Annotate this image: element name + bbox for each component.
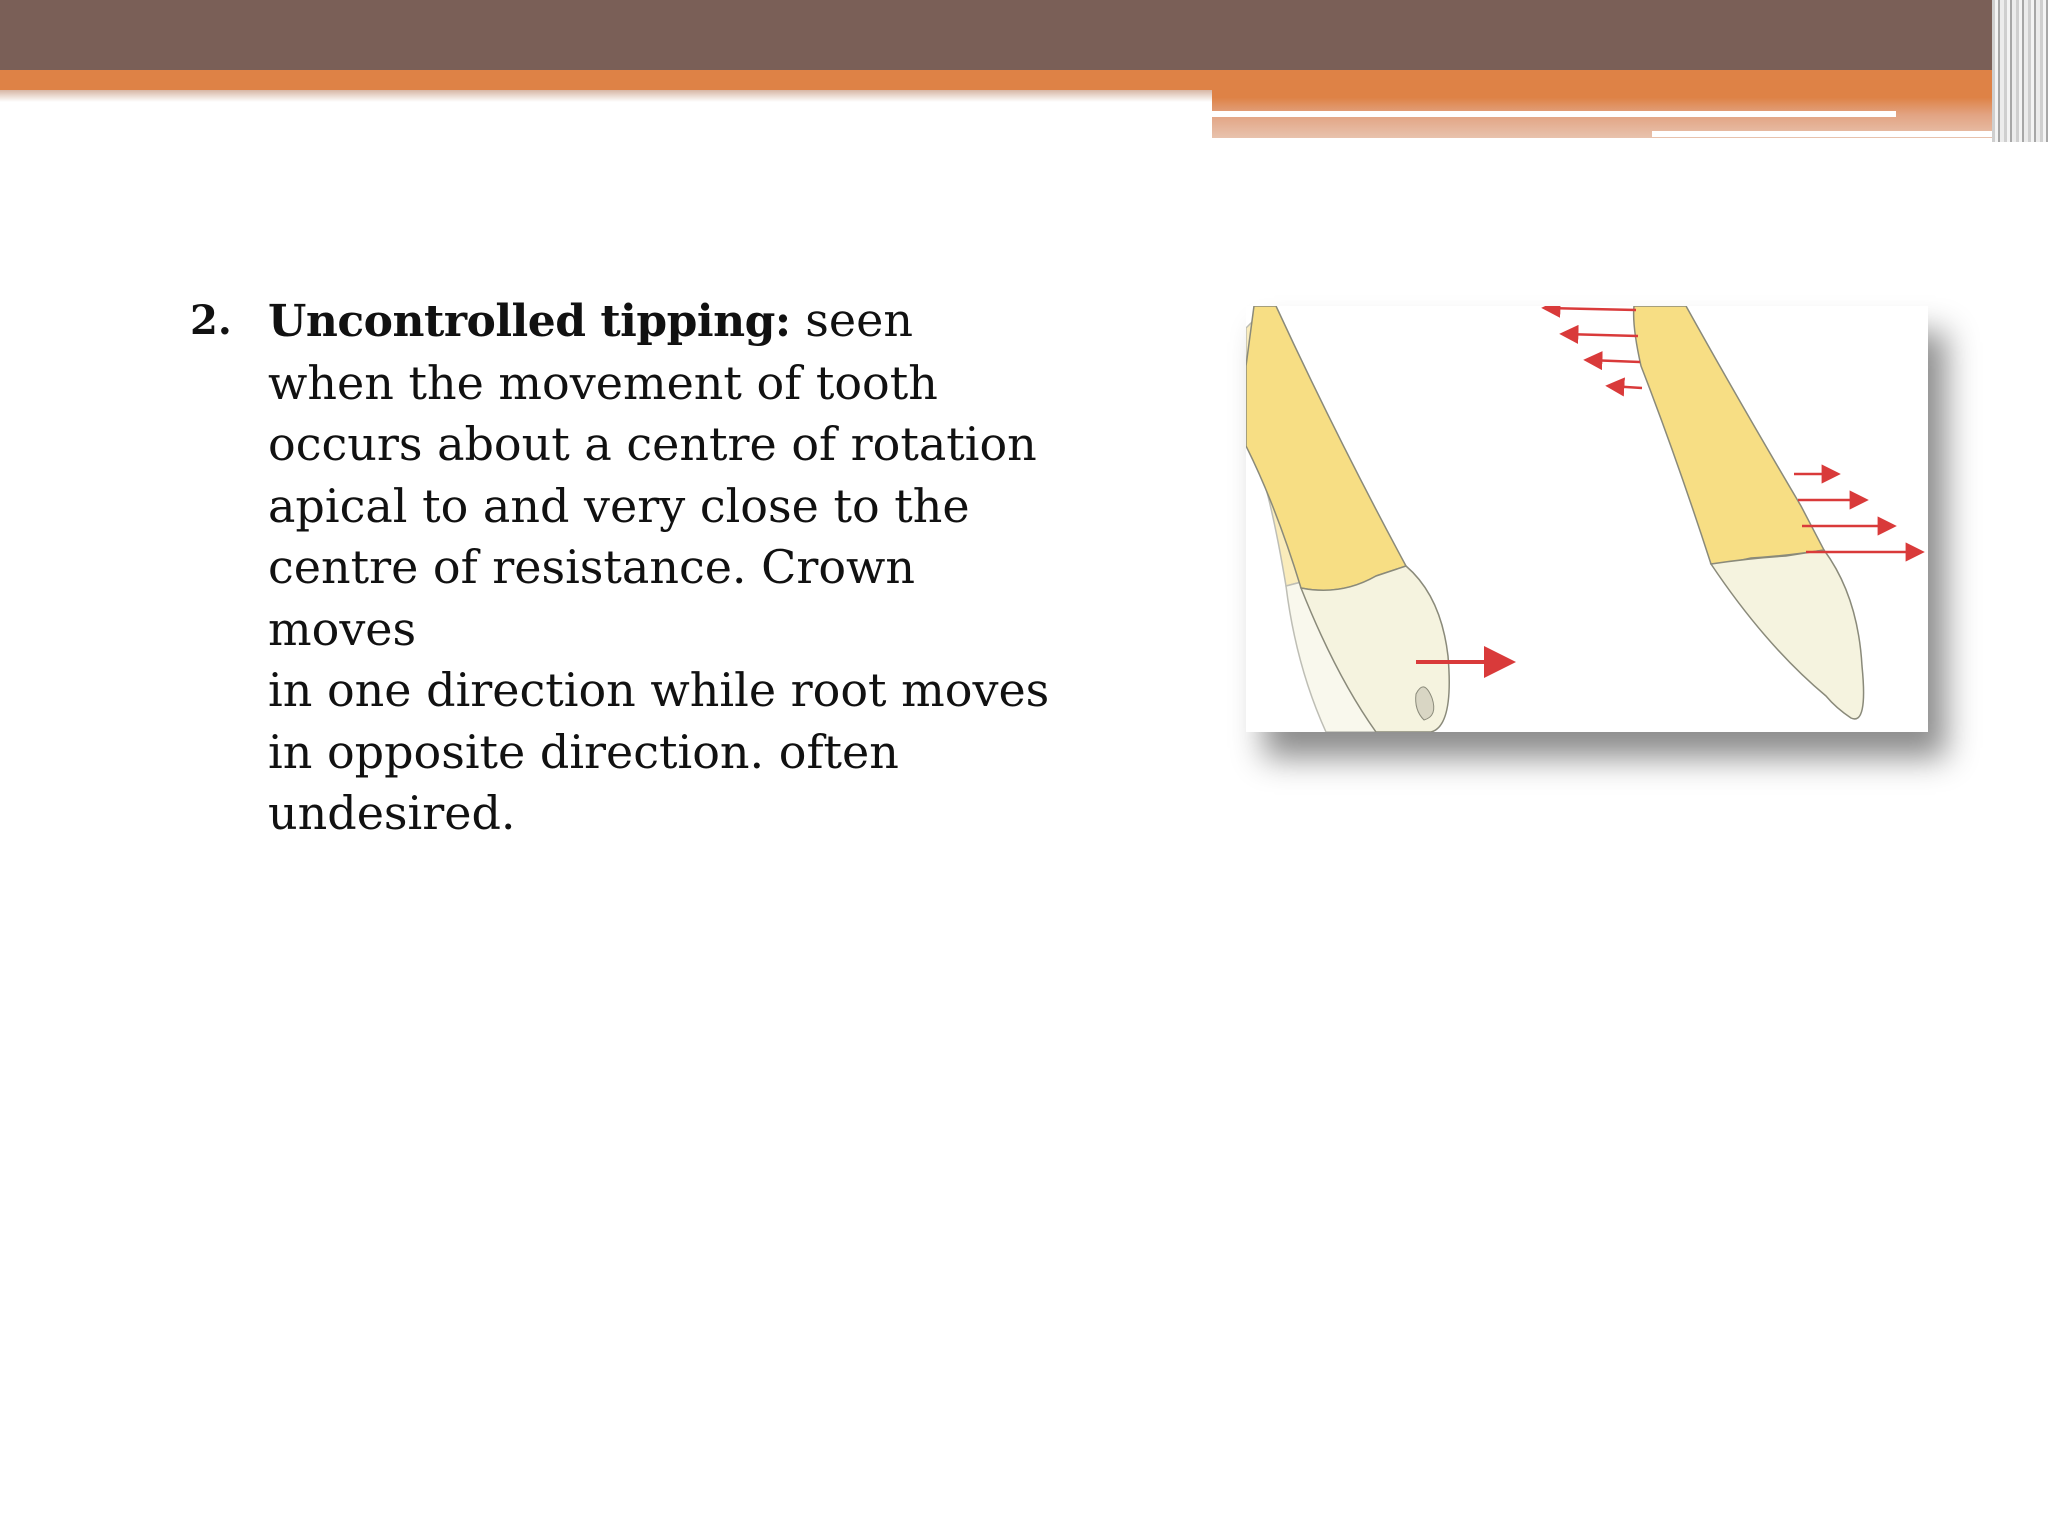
header-band — [0, 0, 2048, 70]
header-line — [1652, 131, 2008, 137]
header-line — [1212, 111, 1896, 117]
root-arrow — [1610, 386, 1642, 388]
tooth-tipping-illustration — [1246, 306, 1928, 732]
item-line: centre of resistance. Crown moves — [268, 540, 916, 656]
root-arrow — [1588, 360, 1640, 362]
item-number: 2. — [190, 297, 232, 344]
item-body — [268, 290, 1070, 845]
root-movement-arrows — [1546, 308, 1642, 388]
item-line: undesired. — [268, 786, 516, 840]
tooth-tipping-figure — [1246, 306, 1928, 732]
item-line: in opposite direction. often — [268, 724, 899, 779]
item-term: Uncontrolled tipping: — [268, 296, 791, 347]
item-line: occurs about a centre of rotation — [268, 417, 1037, 471]
tooth-right — [1634, 306, 1864, 719]
header-stripes — [1992, 0, 2048, 142]
item-line: apical to and very close to the — [268, 478, 970, 533]
root-arrow — [1546, 308, 1636, 310]
item-line: in one direction while root moves — [268, 663, 1050, 717]
slide-content — [190, 290, 1070, 845]
list-item — [190, 290, 1070, 845]
item-line: seen — [790, 293, 913, 347]
item-line: when the movement of tooth — [268, 355, 938, 410]
header-shadow — [0, 90, 1212, 102]
root-arrow — [1564, 334, 1638, 336]
